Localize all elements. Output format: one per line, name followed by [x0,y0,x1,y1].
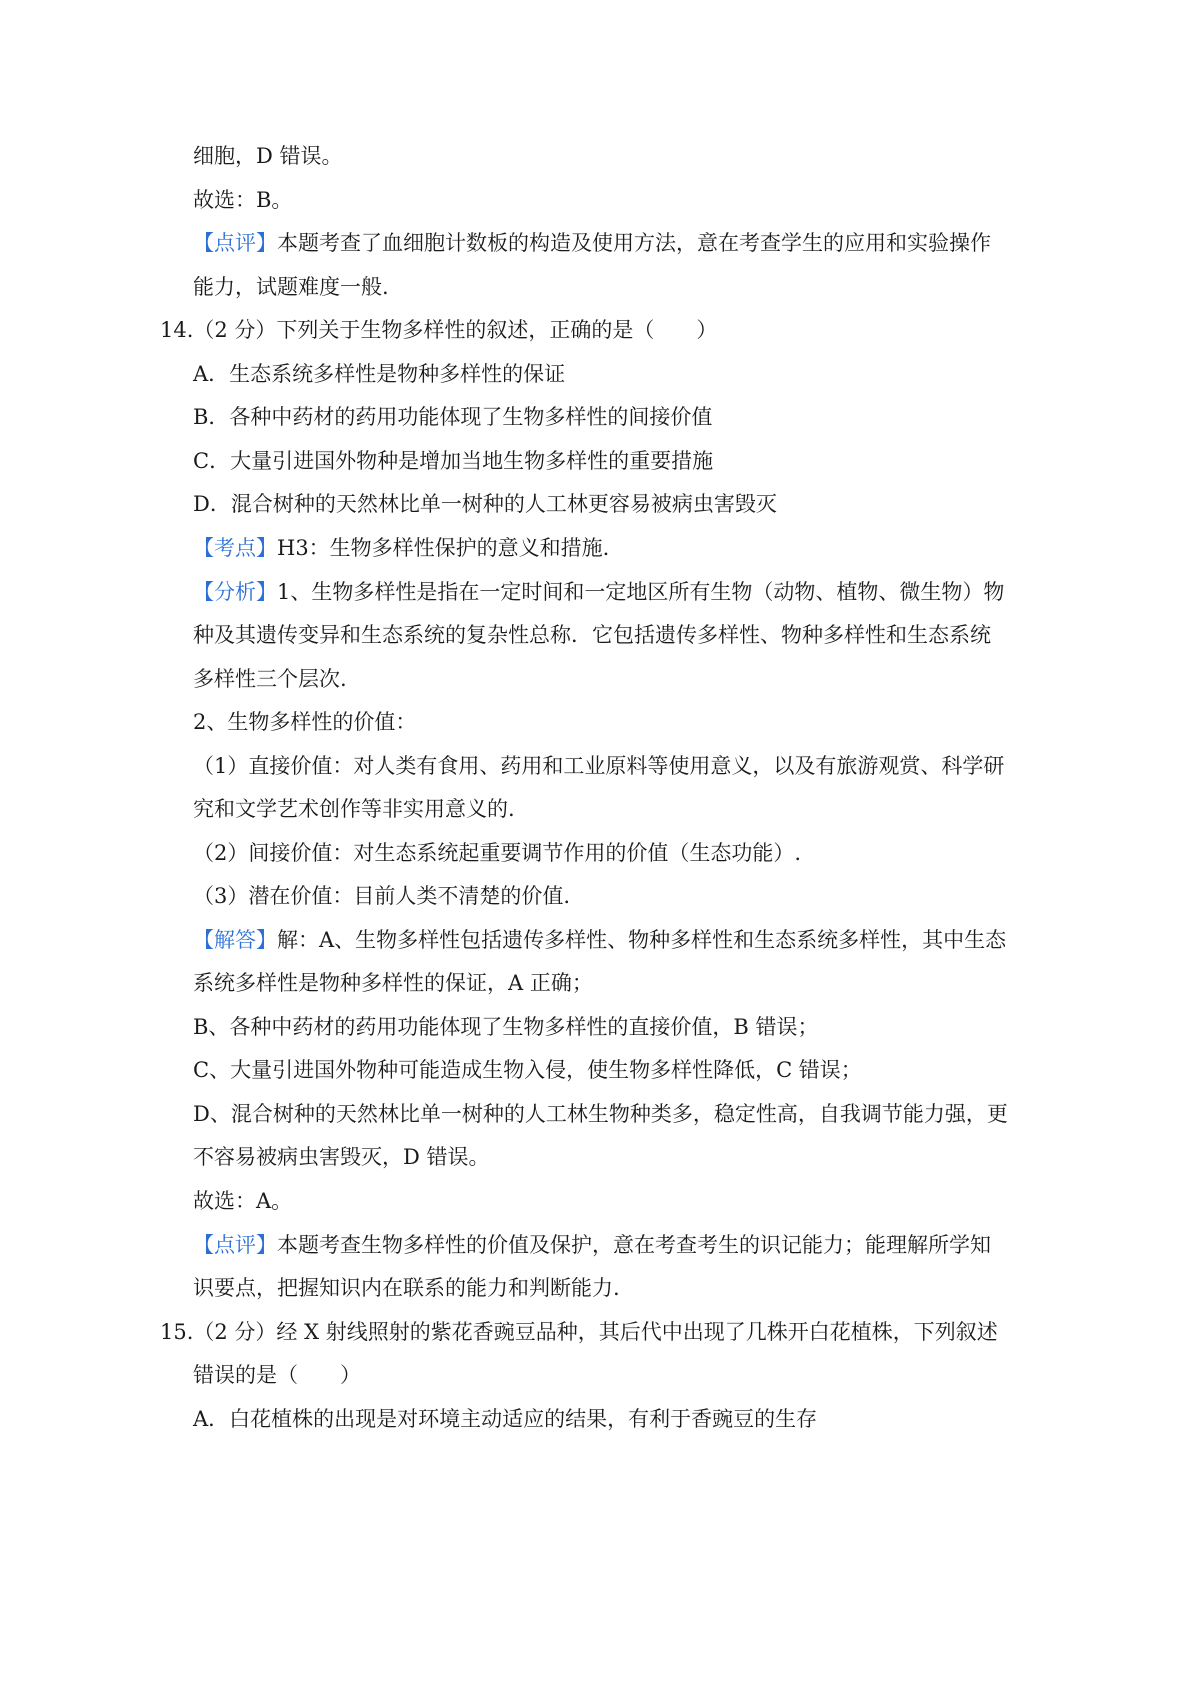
comment-tag: 【点评】 [193,231,277,255]
q14-jieda [193,926,1006,954]
q14-fenxi-line-7: （2）间接价值：对生态系统起重要调节作用的价值（生态功能）. [193,841,802,865]
q14-kaodian [193,534,609,562]
q14-fenxi-line-8: （3）潜在价值：目前人类不清楚的价值. [193,884,571,908]
q14-fenxi-line-2: 种及其遗传变异和生态系统的复杂性总称．它包括遗传多样性、物种多样性和生态系统 [193,623,991,647]
q15-option-a: A．白花植株的出现是对环境主动适应的结果，有利于香豌豆的生存 [193,1407,818,1431]
pingjia-text: 本题考查生物多样性的价值及保护，意在考查考生的识记能力；能理解所学知 [277,1233,991,1257]
prev-comment-line-2: 能力，试题难度一般. [193,275,389,299]
q15-stem: 15.（2 分）经 X 射线照射的紫花香豌豆品种，其后代中出现了几株开白花植株，下列叙述 [160,1320,998,1344]
fenxi-text: 1、生物多样性是指在一定时间和一定地区所有生物（动物、植物、微生物）物 [277,580,1005,604]
q14-option-c: C．大量引进国外物种是增加当地生物多样性的重要措施 [193,449,714,473]
q14-fenxi [193,578,1004,606]
q14-jieda-line-4: C、大量引进国外物种可能造成生物入侵，使生物多样性降低，C 错误； [193,1058,862,1082]
q14-jieda-line-2: 系统多样性是物种多样性的保证，A 正确； [193,971,593,995]
prev-tail: 细胞，D 错误。 [193,144,343,168]
q14-pingjia-line-2: 识要点，把握知识内在联系的能力和判断能力. [193,1276,620,1300]
q14-fenxi-line-4: 2、生物多样性的价值： [193,710,417,734]
q14-fenxi-line-5: （1）直接价值：对人类有食用、药用和工业原料等使用意义，以及有旅游观赏、科学研 [193,754,1005,778]
fenxi-tag: 【分析】 [193,580,277,604]
q14-fenxi-line-3: 多样性三个层次. [193,667,347,691]
comment-text: 本题考查了血细胞计数板的构造及使用方法，意在考查学生的应用和实验操作 [277,231,991,255]
pingjia-tag: 【点评】 [193,1233,277,1257]
q14-stem: 14.（2 分）下列关于生物多样性的叙述，正确的是（ ） [160,318,718,342]
jieda-tag: 【解答】 [193,928,277,952]
q14-pingjia [193,1231,991,1259]
prev-comment-line [193,229,991,257]
q14-jieda-line-5: D、混合树种的天然林比单一树种的人工林生物种类多，稳定性高，自我调节能力强，更 [193,1102,1008,1126]
q14-fenxi-line-6: 究和文学艺术创作等非实用意义的. [193,797,515,821]
prev-answer: 故选：B。 [193,188,293,212]
q15-stem-line-2: 错误的是（ ） [193,1363,361,1387]
jieda-text: 解：A、生物多样性包括遗传多样性、物种多样性和生态系统多样性，其中生态 [277,928,1007,952]
q14-option-b: B．各种中药材的药用功能体现了生物多样性的间接价值 [193,405,713,429]
q14-option-a: A．生态系统多样性是物种多样性的保证 [193,362,566,386]
q14-answer: 故选：A。 [193,1189,293,1213]
kaodian-tag: 【考点】 [193,536,277,560]
q14-jieda-line-3: B、各种中药材的药用功能体现了生物多样性的直接价值，B 错误； [193,1015,819,1039]
kaodian-text: H3：生物多样性保护的意义和措施. [277,536,610,560]
q14-option-d: D．混合树种的天然林比单一树种的人工林更容易被病虫害毁灭 [193,492,777,516]
q14-jieda-line-6: 不容易被病虫害毁灭，D 错误。 [193,1145,490,1169]
